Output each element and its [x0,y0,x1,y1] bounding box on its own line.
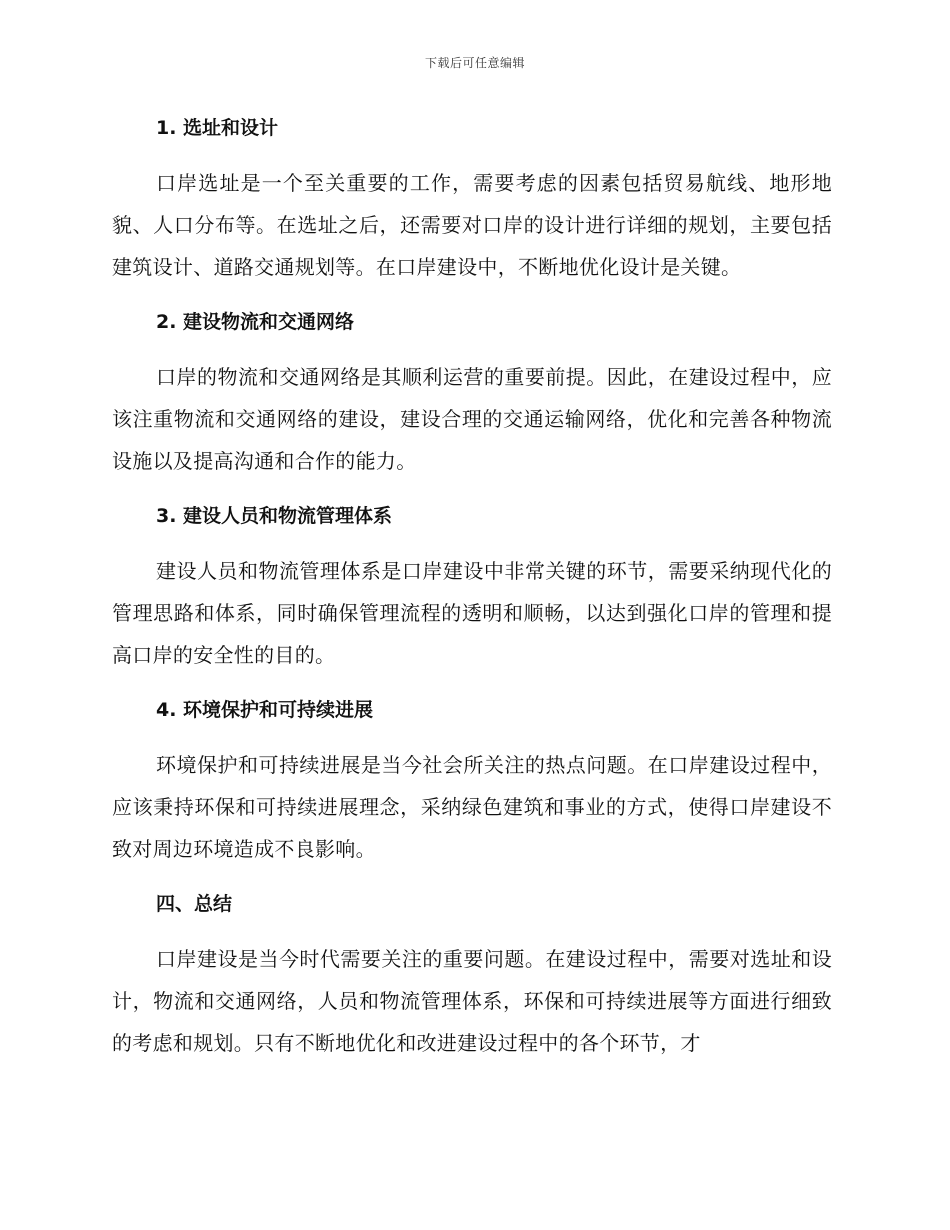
section-site-selection [112,108,832,288]
section-heading: 四、总结 [156,893,233,915]
section-environment [112,690,832,870]
section-heading: 2. 建设物流和交通网络 [156,311,355,333]
page-header: 下载后可任意编辑 [424,56,525,70]
section-paragraph: 口岸建设是当今时代需要关注的重要问题。在建设过程中，需要对选址和设计，物流和交通网络，人员和物流管理体系，环保和可持续进展等方面进行细致的考虑和规划。只有不断地优化和改进建设过程中的各个环节，才 [112,947,832,1055]
section-paragraph: 建设人员和物流管理体系是口岸建设中非常关键的环节，需要采纳现代化的管理思路和体系，同时确保管理流程的透明和顺畅，以达到强化口岸的管理和提高口岸的安全性的目的。 [112,559,832,667]
section-summary [112,884,832,1064]
section-heading: 3. 建设人员和物流管理体系 [156,505,393,527]
section-management-system [112,496,832,676]
document-body [112,108,832,1078]
section-heading: 4. 环境保护和可持续进展 [156,699,374,721]
section-paragraph: 环境保护和可持续进展是当今社会所关注的热点问题。在口岸建设过程中，应该秉持环保和可持续进展理念，采纳绿色建筑和事业的方式，使得口岸建设不致对周边环境造成不良影响。 [112,753,832,861]
section-paragraph: 口岸的物流和交通网络是其顺利运营的重要前提。因此，在建设过程中，应该注重物流和交通网络的建设，建设合理的交通运输网络，优化和完善各种物流设施以及提高沟通和合作的能力。 [112,365,832,473]
section-logistics-network [112,302,832,482]
section-paragraph: 口岸选址是一个至关重要的工作，需要考虑的因素包括贸易航线、地形地貌、人口分布等。在选址之后，还需要对口岸的设计进行详细的规划，主要包括建筑设计、道路交通规划等。在口岸建设中，不断地优化设计是关键。 [112,171,832,279]
section-heading: 1. 选址和设计 [156,117,279,139]
